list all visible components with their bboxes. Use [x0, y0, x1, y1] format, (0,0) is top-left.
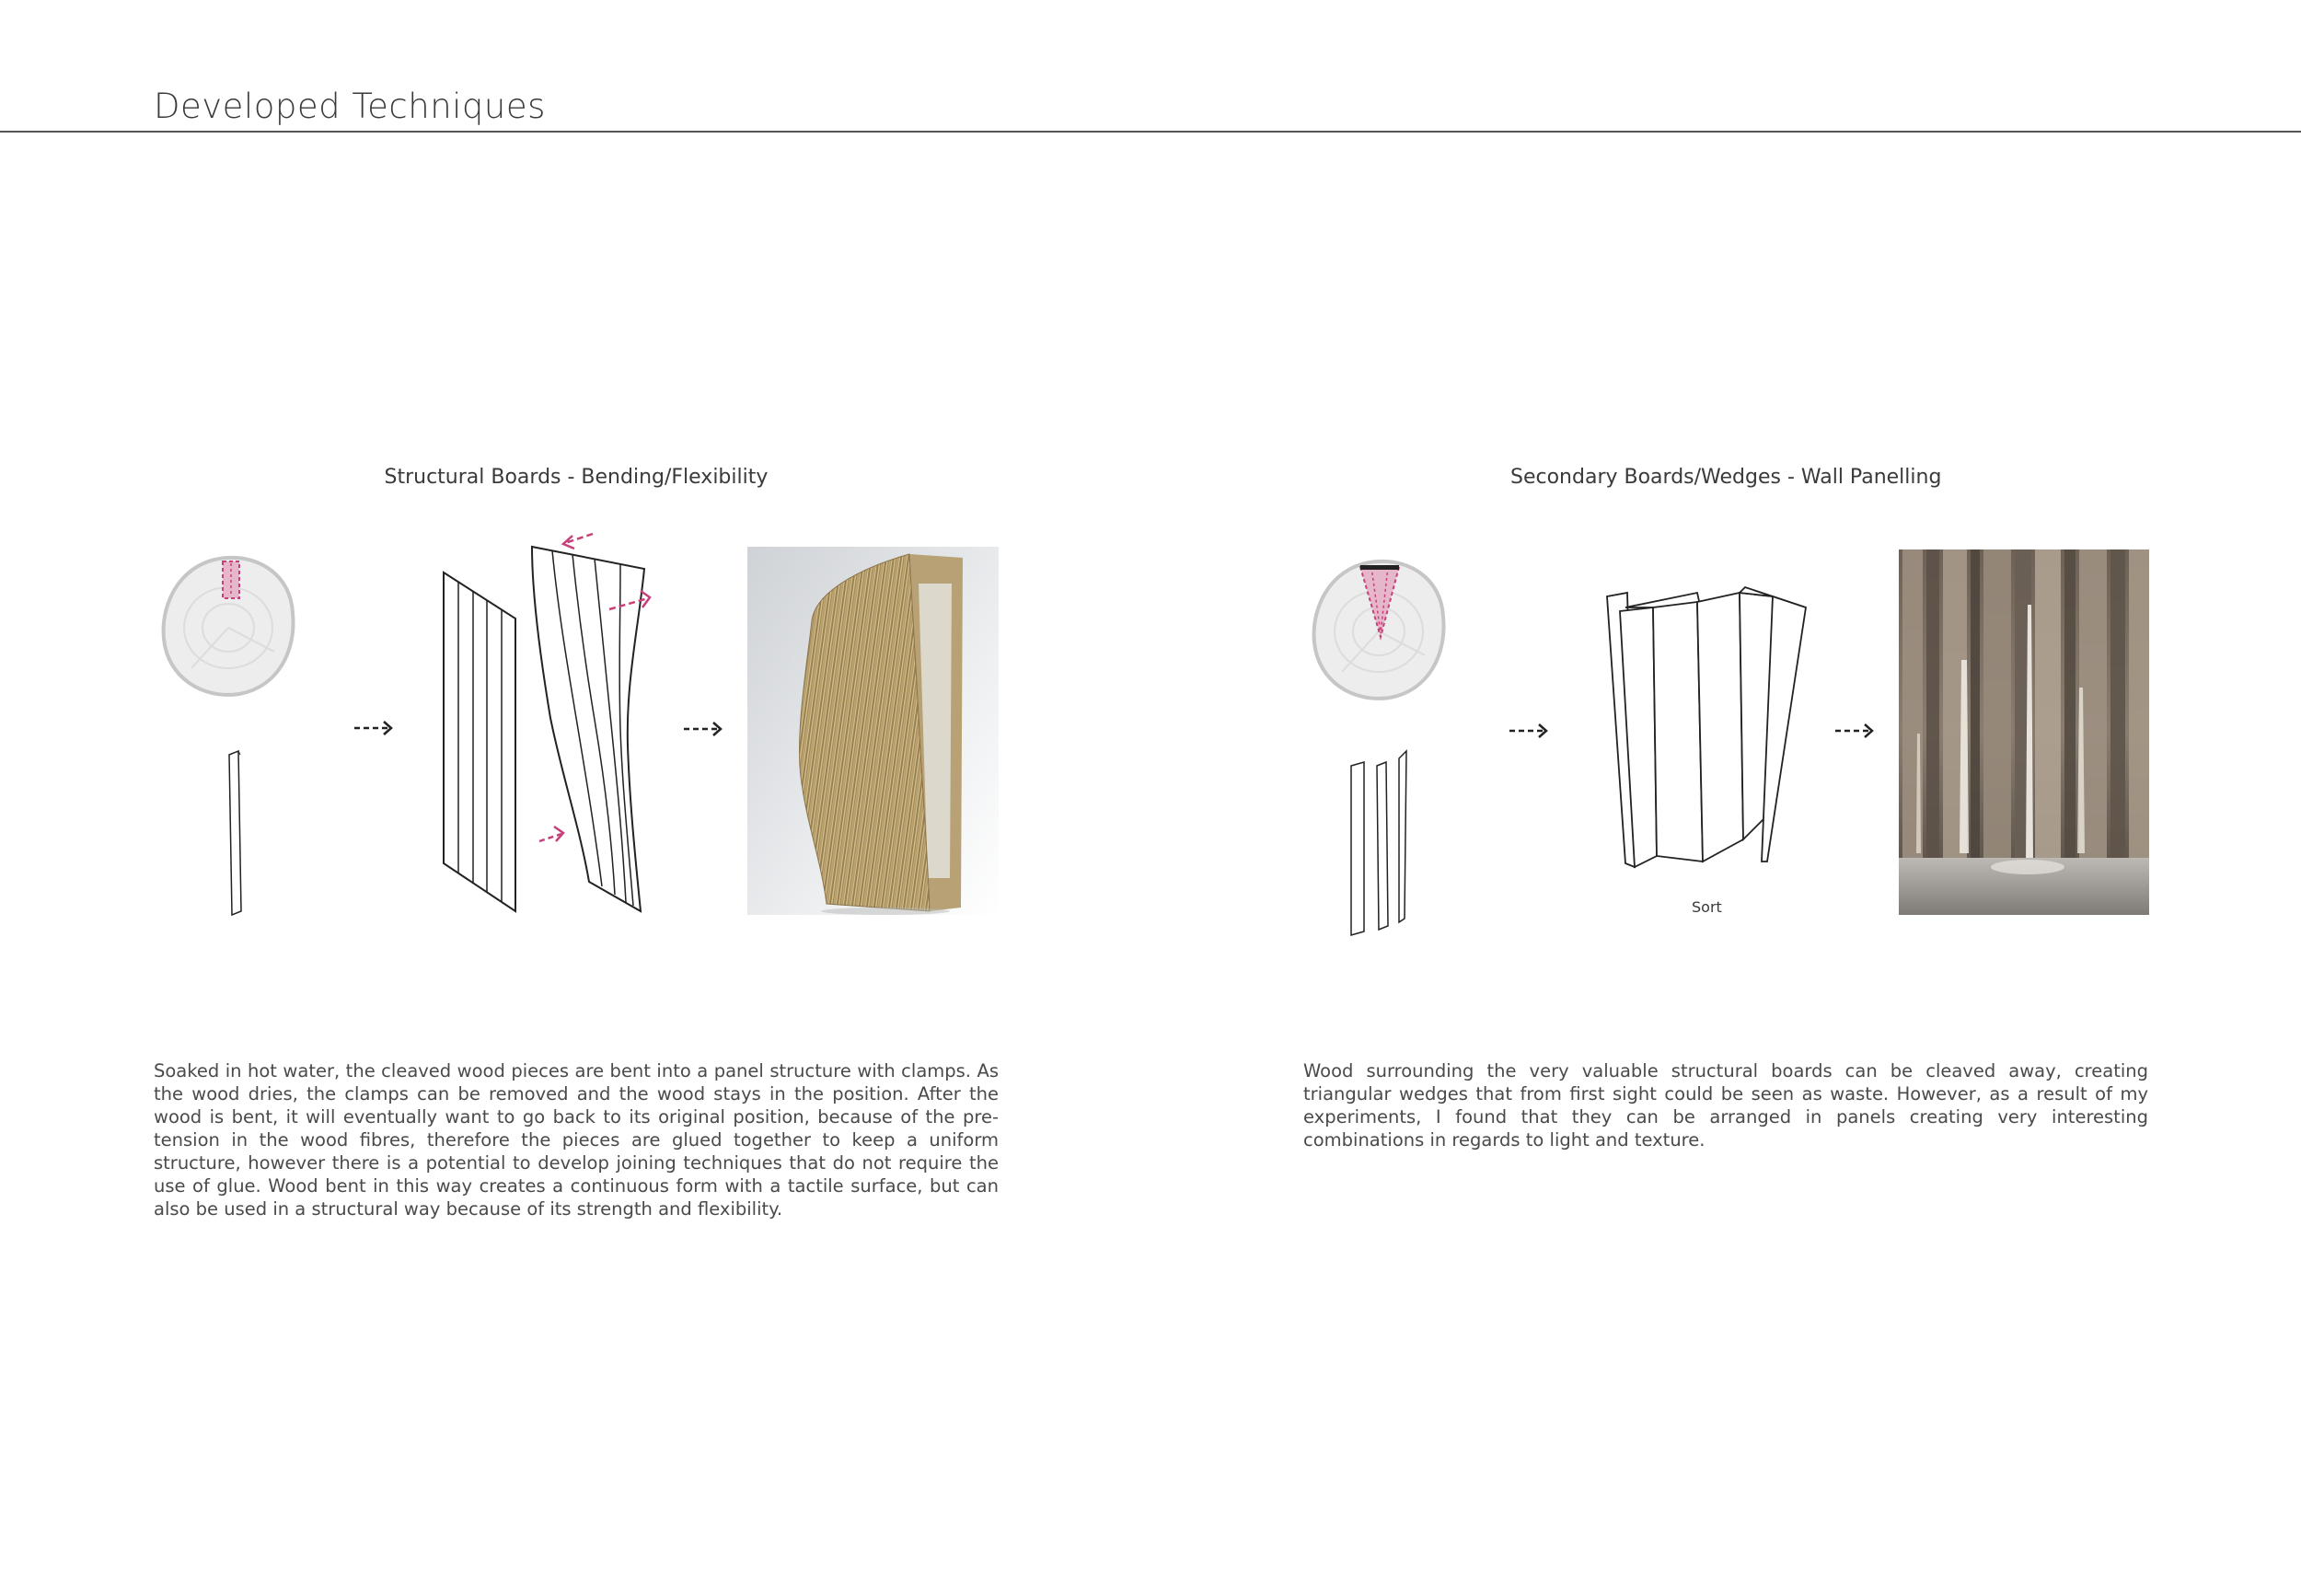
sort-caption: Sort [1692, 898, 1722, 916]
sorted-wedge-panel-drawing [1601, 585, 1811, 876]
left-section-title: Structural Boards - Bending/Flexibility [384, 466, 769, 489]
dashed-arrow-icon [682, 718, 726, 740]
dashed-arrow-icon [1833, 720, 1878, 742]
wedge-wall-panelling-photo [1899, 549, 2149, 915]
left-section-description: Soaked in hot water, the cleaved wood pieces are bent into a panel structure with clamps. As the wood dries, the clamps can be removed and the wood stays in the position. After the wood is bent, it will eventually want to go back to its original position, because of the pre-tension in the wood fibres, therefore the pieces are glued together to keep a uniform structure, however there is a potential to develop joining techniques that do not require the use of glue. Wood bent in this way creates a continuous form with a tactile surface, but can also be used in a structural way because of its strength and flexibility. [154, 1060, 999, 1220]
dashed-arrow-icon [1508, 720, 1552, 742]
page-title: Developed Techniques [154, 87, 546, 126]
dashed-arrow-icon [353, 717, 397, 739]
right-section-title: Secondary Boards/Wedges - Wall Panelling [1510, 466, 1942, 489]
flat-board-panel-drawing [436, 569, 523, 915]
single-board-drawing [221, 747, 249, 919]
bent-wood-panel-photo [747, 547, 999, 915]
header-divider [0, 131, 2301, 133]
log-cross-section-board-diagram [155, 549, 302, 705]
log-cross-section-wedge-diagram [1305, 552, 1452, 709]
wedge-boards-drawing [1347, 747, 1412, 937]
right-section-description: Wood surrounding the very valuable structural boards can be cleaved away, creating triangular wedges that from first sight could be seen as waste. However, as a result of my experiments, I found that they can be arranged in panels creating very interesting combinations in regards to light and texture. [1303, 1060, 2148, 1151]
bent-board-panel-drawing [525, 525, 665, 920]
